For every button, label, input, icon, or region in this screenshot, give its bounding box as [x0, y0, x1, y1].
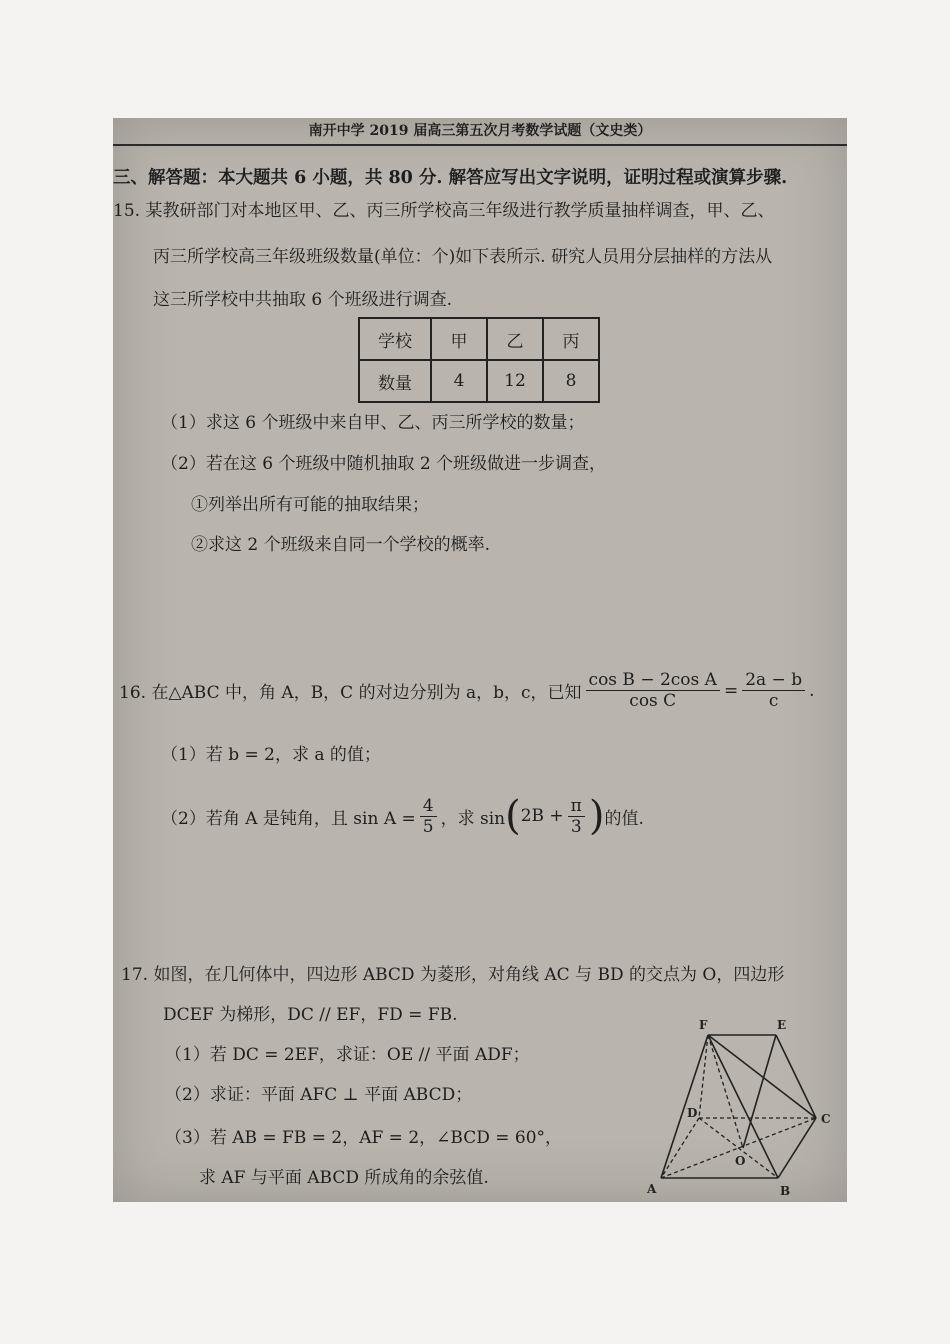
- table-header-cell: 甲: [431, 318, 487, 360]
- fraction-numerator: cos B − 2cos A: [586, 670, 720, 691]
- q15-part1: （1）求这 6 个班级中来自甲、乙、丙三所学校的数量；: [161, 413, 585, 433]
- q16-statement: [119, 670, 815, 711]
- q17-part2: （2）求证：平面 AFC ⊥ 平面 ABCD；: [165, 1085, 473, 1105]
- exam-page: [113, 118, 847, 1202]
- q15-line2: 丙三所学校高三年级班级数量(单位：个)如下表所示. 研究人员用分层抽样的方法从: [153, 247, 773, 267]
- edge-fc: [708, 1035, 816, 1118]
- q15-line3: 这三所学校中共抽取 6 个班级进行调查.: [153, 290, 453, 310]
- edge-fo: [708, 1035, 743, 1148]
- fraction-numerator: π: [568, 796, 585, 817]
- fraction-denominator: 5: [422, 816, 434, 837]
- q16-part2-text-a: （2）若角 A 是钝角，且 sin A =: [161, 808, 416, 829]
- q17-part3: （3）若 AB = FB = 2，AF = 2，∠BCD = 60°，: [165, 1128, 563, 1148]
- q17-line1: 17. 如图，在几何体中，四边形 ABCD 为菱形，对角线 AC 与 BD 的交点为 O，四边形: [121, 965, 785, 985]
- table-header-row: [359, 318, 599, 360]
- fraction-numerator: 2a − b: [742, 670, 805, 691]
- table-cell: 4: [431, 360, 487, 402]
- q17-part3b: 求 AF 与平面 ABCD 所成角的余弦值.: [199, 1168, 489, 1188]
- edge-ec: [776, 1035, 816, 1118]
- fraction-denominator: cos C: [629, 691, 677, 711]
- q15-sub2: ②求这 2 个班级来自同一个学校的概率.: [191, 535, 491, 555]
- q16-part2-inner: 2B +: [520, 806, 564, 826]
- edge-af: [661, 1035, 708, 1178]
- table-header-cell: 丙: [543, 318, 599, 360]
- q15-sub1: ①列举出所有可能的抽取结果；: [191, 495, 429, 515]
- page-header: 南开中学 2019 届高三第五次月考数学试题（文史类）: [113, 118, 847, 146]
- school-class-table: [358, 317, 600, 403]
- section-title: 三、解答题：本大题共 6 小题，共 80 分. 解答应写出文字说明，证明过程或演算步骤.: [113, 168, 788, 188]
- right-parenthesis: ): [588, 793, 605, 839]
- q16-part2-text-b: ，求 sin: [440, 808, 506, 829]
- q16-part2-text-c: 的值.: [604, 808, 644, 829]
- table-cell: 12: [487, 360, 543, 402]
- q17-part1: （1）若 DC = 2EF，求证：OE // 平面 ADF；: [165, 1045, 530, 1065]
- label-f: F: [699, 1018, 708, 1032]
- period: .: [809, 680, 815, 701]
- pi-over-three-fraction: [568, 796, 585, 837]
- label-o: O: [735, 1154, 746, 1168]
- q16-part2: [161, 793, 644, 839]
- q16-intro: 16. 在△ABC 中，角 A，B，C 的对边分别为 a，b，c，已知: [119, 683, 582, 703]
- label-c: C: [821, 1112, 831, 1126]
- left-parenthesis: (: [505, 793, 521, 839]
- q17-line2: DCEF 为梯形，DC // EF，FD = FB.: [163, 1005, 458, 1025]
- table-header-cell: 学校: [359, 318, 431, 360]
- sin-a-fraction: [420, 796, 437, 837]
- q15-part2: （2）若在这 6 个班级中随机抽取 2 个班级做进一步调查，: [161, 454, 607, 474]
- q16-fraction-right: [742, 670, 805, 711]
- edge-eo: [743, 1035, 776, 1148]
- label-e: E: [777, 1018, 787, 1032]
- label-b: B: [780, 1184, 791, 1198]
- edge-da: [661, 1118, 699, 1178]
- q16-fraction-left: [586, 670, 720, 711]
- label-d: D: [687, 1106, 698, 1120]
- edge-db: [699, 1118, 778, 1178]
- label-a: A: [647, 1182, 657, 1196]
- geometry-figure: [643, 1013, 833, 1198]
- q16-part1: （1）若 b = 2，求 a 的值；: [161, 745, 381, 765]
- fraction-numerator: 4: [420, 796, 437, 817]
- table-cell: 8: [543, 360, 599, 402]
- fraction-denominator: c: [768, 691, 779, 711]
- fraction-denominator: 3: [570, 816, 582, 837]
- table-cell: 数量: [359, 360, 431, 402]
- table-header-cell: 乙: [487, 318, 543, 360]
- q15-line1: 15. 某教研部门对本地区甲、乙、丙三所学校高三年级进行教学质量抽样调查，甲、乙、: [113, 201, 775, 221]
- equals-sign: =: [723, 680, 739, 701]
- edge-cb: [778, 1118, 816, 1178]
- table-row: [359, 360, 599, 402]
